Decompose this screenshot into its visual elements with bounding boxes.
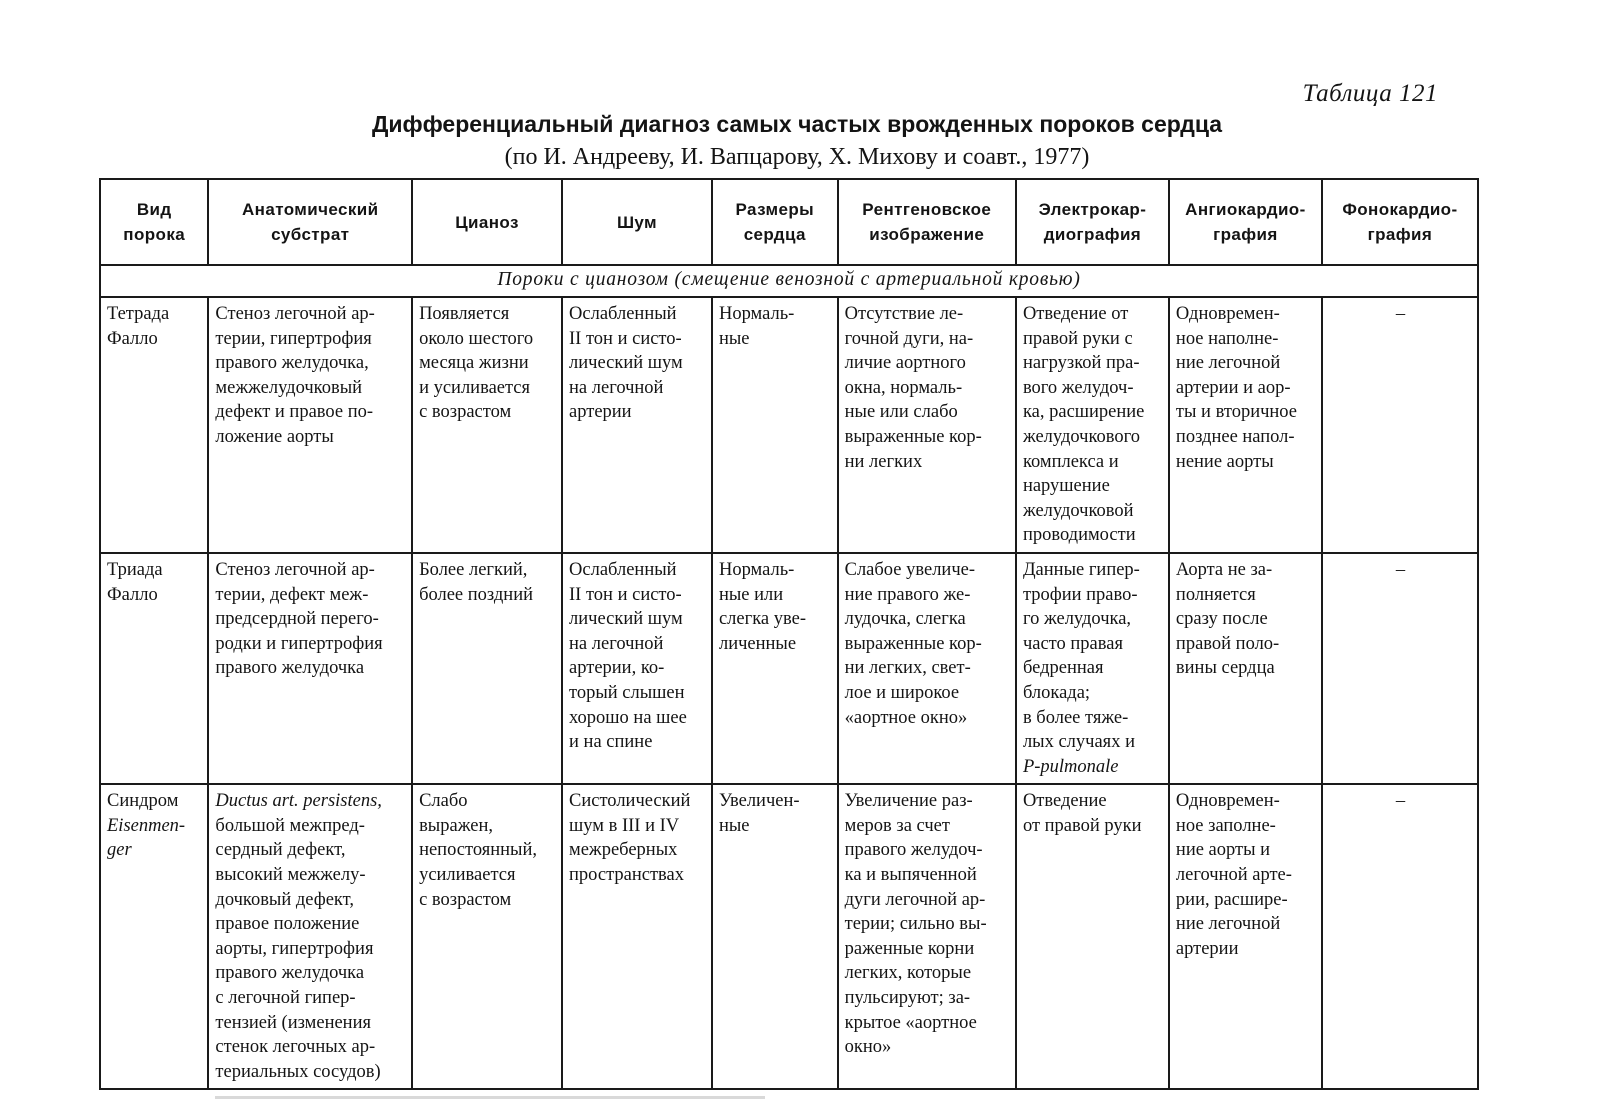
cell-anatomy: Ductus art. persistens, большой межпред- сердный дефект, высокий межжелу- дочковый дефект, правое положение аорты, гипертрофия правого желудочка с легочной гипер- тензией (изменения стенок легочных ар- териальных сосудов): [208, 784, 412, 1089]
cell-angiocardiography: Одновремен- ное наполне- ние легочной артерии и аор- ты и вторичное позднее напол- нение аорты: [1169, 297, 1322, 553]
cell-phonocardiography: –: [1322, 553, 1478, 784]
cell-xray: Увеличение раз- меров за счет правого желудоч- ка и выпяченной дуги легочной ар- терии; сильно вы- раженные корни легких, которые пульсируют; за- крытое «аортное окно»: [838, 784, 1016, 1089]
table-row: [100, 784, 1478, 1089]
header-xray: Рентгеновское изображение: [838, 179, 1016, 265]
cell-phonocardiography: –: [1322, 297, 1478, 553]
cell-anatomy: Стеноз легочной ар- терии, гипертрофия правого желудочка, межжелудочковый дефект и правое по- ложение аорты: [208, 297, 412, 553]
group-row: [100, 265, 1478, 297]
table-subtitle: (по И. Андрееву, И. Вапцарову, Х. Михову и соавт., 1977): [504, 144, 1090, 170]
table-row: [100, 553, 1478, 784]
cell-phonocardiography: –: [1322, 784, 1478, 1089]
header-angiocardiography: Ангиокардио- графия: [1169, 179, 1322, 265]
header-heart-size: Размеры сердца: [712, 179, 838, 265]
cell-heart-size: Нормаль- ные или слегка уве- личенные: [712, 553, 838, 784]
cell-anatomy: Стеноз легочной ар- терии, дефект меж- предсердной перего- родки и гипертрофия правого желудочка: [208, 553, 412, 784]
cell-xray: Слабое увеличе- ние правого же- лудочка, слегка выраженные кор- ни легких, свет- лое и широкое «аортное окно»: [838, 553, 1016, 784]
cell-murmur: Ослабленный II тон и систо- лический шум на легочной артерии: [562, 297, 712, 553]
cell-murmur: Ослабленный II тон и систо- лический шум на легочной артерии, ко- торый слышен хорошо на шее и на спине: [562, 553, 712, 784]
cell-xray: Отсутствие ле- гочной дуги, на- личие аортного окна, нормаль- ные или слабо выраженные кор- ни легких: [838, 297, 1016, 553]
cell-cyanosis: Более легкий, более поздний: [412, 553, 562, 784]
header-phonocardiography: Фонокардио- графия: [1322, 179, 1478, 265]
cell-cyanosis: Появляется около шестого месяца жизни и усиливается с возрастом: [412, 297, 562, 553]
table-row: [100, 297, 1478, 553]
cell-ecg: Данные гипер- трофии право- го желудочка, часто правая бедренная блокада; в более тяже- лых случаях и P-pulmonale: [1016, 553, 1169, 784]
header-murmur: Шум: [562, 179, 712, 265]
cell-heart-size: Нормаль- ные: [712, 297, 838, 553]
header-anatomy: Анатомический субстрат: [208, 179, 412, 265]
group-row-label: Пороки с цианозом (смещение венозной с артериальной кровью): [100, 265, 1478, 297]
header-defect-type: Вид порока: [100, 179, 208, 265]
header-ecg: Электрокар- диография: [1016, 179, 1169, 265]
cell-defect-type: Триада Фалло: [100, 553, 208, 784]
cell-angiocardiography: Одновремен- ное заполне- ние аорты и легочной арте- рии, расшире- ние легочной артерии: [1169, 784, 1322, 1089]
cell-angiocardiography: Аорта не за- полняется сразу после правой поло- вины сердца: [1169, 553, 1322, 784]
scan-artifact-line: [215, 1096, 765, 1099]
cell-murmur: Систолический шум в III и IV межреберных пространствах: [562, 784, 712, 1089]
table-title: Дифференциальный диагноз самых частых врожденных пороков сердца: [371, 111, 1223, 137]
header-row: [100, 179, 1478, 265]
cell-defect-type: Тетрада Фалло: [100, 297, 208, 553]
cell-ecg: Отведение от правой руки: [1016, 784, 1169, 1089]
cell-cyanosis: Слабо выражен, непостоянный, усиливается с возрастом: [412, 784, 562, 1089]
diagnosis-table: [99, 178, 1479, 1090]
header-cyanosis: Цианоз: [412, 179, 562, 265]
cell-defect-type: Синдром Eisenmen- ger: [100, 784, 208, 1089]
table-number-label: Таблица 121: [1302, 80, 1438, 107]
cell-ecg: Отведение от правой руки с нагрузкой пра- вого желудоч- ка, расширение желудочкового комплекса и нарушение желудочковой проводимости: [1016, 297, 1169, 553]
cell-heart-size: Увеличен- ные: [712, 784, 838, 1089]
